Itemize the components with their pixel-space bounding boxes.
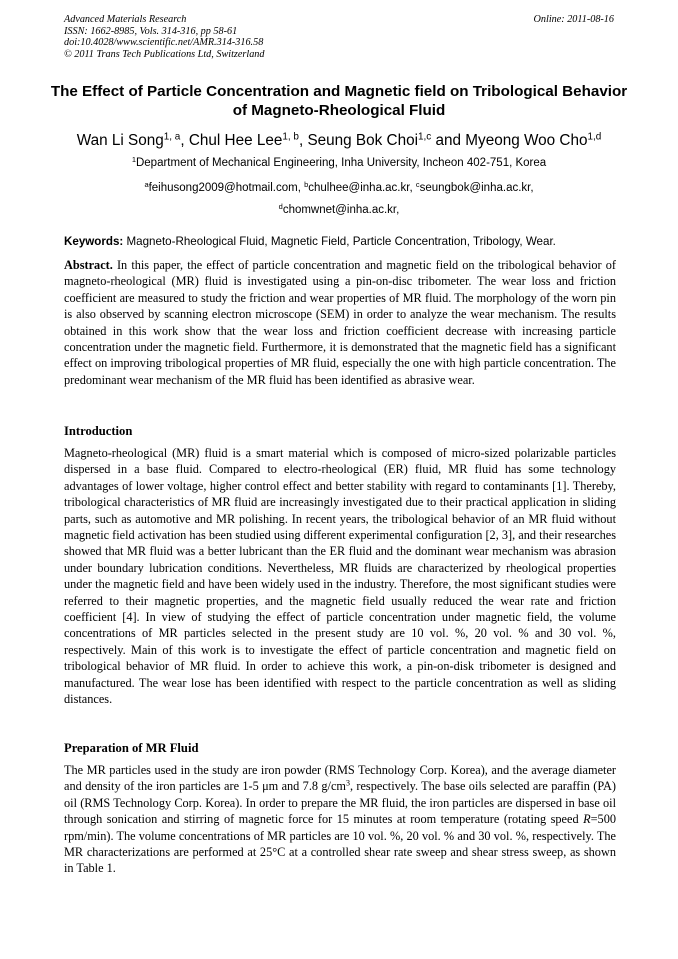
email-d[interactable]: chomwnet@inha.ac.kr,	[282, 204, 400, 216]
keywords-label: Keywords:	[64, 235, 124, 248]
author-name: Wan Li Song	[76, 132, 164, 149]
author-sup: 1, a	[163, 131, 181, 143]
abstract	[64, 257, 616, 388]
preparation-text-2: , respectively. The base oils selected are paraffin (PA) oil (RMS Technology Corp. Korea). In order to prepare the MR fluid, the iron particles are dispersed in base oil through sonication and stirring of magnetic force for 15 minutes at room temperature (rotating speed	[64, 779, 616, 827]
email-a[interactable]: feihusong2009@hotmail.com,	[148, 182, 305, 194]
introduction-text: Magneto-rheological (MR) fluid is a smart material which is composed of micro-sized polarizable particles dispersed in a base fluid. Compared to electro-rheological (ER) fluid, MR fluid has some technology advantages of lower voltage, higher control effect and better stability with regard to contaminants [1]. Thereby, tribological characteristics of MR fluid are increasingly investigated due to their practical application in sliding parts, such as automotive and MR polishing. In recent years, the tribological behavior of an MR fluid without magnetic field activation has been studied using different experimental configuration [2, 3], and their researches showed that MR fluid was a better lubricant than the ER fluid and the dominant wear mechanism was abrasion under boundary lubrication conditions. Nevertheless, MR fluids are characterized by rheological properties under the magnetic field and have been widely used in the industry. Therefore, the most significant studies were referred to their magnetic properties, and the magnetic field usually reduced the wear rate and friction coefficient [4]. In view of studying the effect of particle concentration under magnetic field, the volume concentrations of MR particles selected in the present study are 10 vol. %, 20 vol. % and 30 vol. %, respectively. Main of this work is to investigate the effect of particle concentration and magnetic field on tribological behavior of MR fluid. In order to achieve this work, a pin-on-disk tribometer is designed and manufactured. The wear lose has been identified with respect to the particle concentration as well as sliding distances.	[64, 446, 616, 707]
keywords	[64, 235, 614, 249]
email-line-2	[40, 199, 638, 221]
journal-doi[interactable]: doi:10.4028/www.scientific.net/AMR.314-316.58	[64, 37, 264, 49]
author-separator: ,	[180, 132, 189, 149]
email-sup: a	[144, 179, 149, 189]
author-name: Seung Bok Choi	[307, 132, 418, 149]
email-line-1	[40, 177, 638, 199]
preparation-heading: Preparation of MR Fluid	[64, 741, 199, 755]
author-sup: 1,c	[418, 131, 432, 143]
email-sup: b	[304, 179, 309, 189]
author-name: Chul Hee Lee	[188, 132, 283, 149]
preparation-text-3: =500 rpm/min). The volume concentrations of MR particles are 10 vol. %, 20 vol. % and 30 vol. %, respectively. The MR characterizations are performed at 25°C at a controlled shear rate sweep and shear stress sweep, as shown in Table 1.	[64, 812, 616, 876]
author-list	[40, 131, 638, 150]
speed-variable: R	[583, 812, 591, 827]
paper-title: The Effect of Particle Concentration and Magnetic field on Tribological Behavior of Magneto-Rheological Fluid	[50, 83, 628, 119]
journal-name: Advanced Materials Research	[64, 14, 187, 25]
affiliation	[40, 154, 638, 170]
journal-header	[64, 14, 614, 60]
email-b[interactable]: chulhee@inha.ac.kr,	[308, 182, 416, 194]
preparation-text-1: The MR particles used in the study are iron powder (RMS Technology Corp. Korea), and the average diameter and density of the iron particles are 1-5 μm and 7.8 g/cm	[64, 763, 616, 794]
journal-copyright: © 2011 Trans Tech Publications Ltd, Switzerland	[64, 48, 265, 60]
author-separator: ,	[298, 132, 308, 149]
online-date: Online: 2011-08-16	[533, 14, 614, 25]
author-name: Myeong Woo Cho	[465, 132, 588, 149]
preparation-text	[64, 762, 616, 877]
abstract-label: Abstract.	[64, 258, 113, 272]
email-list	[40, 177, 638, 221]
email-sup: d	[278, 201, 283, 211]
journal-issn: ISSN: 1662-8985, Vols. 314-316, pp 58-61	[64, 25, 238, 37]
affiliation-text: Department of Mechanical Engineering, Inha University, Incheon 402-751, Korea	[135, 157, 547, 169]
author-sup: 1, b	[282, 131, 299, 143]
email-c[interactable]: seungbok@inha.ac.kr,	[419, 182, 534, 194]
introduction-heading: Introduction	[64, 424, 133, 438]
email-sup: c	[415, 179, 420, 189]
keywords-text: Magneto-Rheological Fluid, Magnetic Field, Particle Concentration, Tribology, Wear.	[123, 235, 556, 248]
author-separator: and	[431, 132, 466, 149]
unit-superscript: 3	[345, 779, 350, 789]
affiliation-sup: 1	[131, 154, 136, 164]
abstract-text: In this paper, the effect of particle concentration and magnetic field on the tribological behavior of magneto-rheological (MR) fluid is investigated using a pin-on-disc tribometer. The wear loss and friction coefficient are measured to study the friction and wear properties of MR fluid. The morphology of the worn pin is also observed by scanning electron microscope (SEM) in order to analyze the wear mechanism. The results obtained in this work show that the wear loss and friction coefficient decrease with increasing particle concentration under the magnetic field. Furthermore, it is demonstrated that the magnetic field has a significant effect on improving tribological properties of MR fluid, especially the one with high particle concentration. The predominant wear mechanism of the MR fluid has been identified as abrasive wear.	[64, 258, 616, 387]
author-sup: 1,d	[587, 131, 602, 143]
